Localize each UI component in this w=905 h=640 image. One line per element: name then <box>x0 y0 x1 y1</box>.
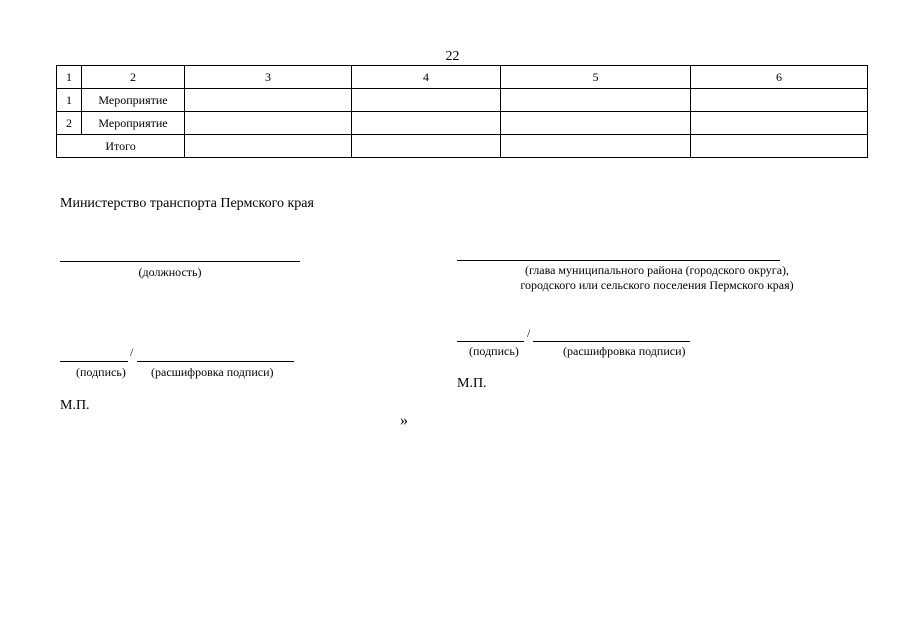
decoding-line <box>137 361 294 362</box>
table-cell <box>185 135 352 158</box>
position-line <box>60 261 300 262</box>
stamp-label: М.П. <box>60 398 90 413</box>
table-row <box>57 112 868 135</box>
row-number: 2 <box>57 112 82 135</box>
signature-caption: (подпись) <box>76 365 126 379</box>
table-header-row <box>57 66 868 89</box>
page-number: 22 <box>445 49 460 64</box>
total-label: Итого <box>57 135 185 158</box>
slash: / <box>527 326 531 340</box>
header-cell: 6 <box>691 66 868 89</box>
table-cell <box>501 112 691 135</box>
table-cell <box>185 89 352 112</box>
signature-line <box>457 341 524 342</box>
table-cell <box>501 89 691 112</box>
slash: / <box>130 345 134 359</box>
header-cell: 3 <box>185 66 352 89</box>
table-cell <box>501 135 691 158</box>
signature-line <box>60 361 128 362</box>
head-caption-line2: городского или сельского поселения Пермского края) <box>520 278 794 292</box>
header-cell: 4 <box>352 66 501 89</box>
decoding-caption: (расшифровка подписи) <box>563 344 686 358</box>
header-cell: 5 <box>501 66 691 89</box>
activities-table <box>56 65 868 158</box>
row-name: Мероприятие <box>82 112 185 135</box>
ministry-name: Министерство транспорта Пермского края <box>60 196 314 211</box>
table-cell <box>352 89 501 112</box>
stamp-label: М.П. <box>457 376 487 391</box>
table-cell <box>691 112 868 135</box>
decoding-line <box>533 341 690 342</box>
position-caption: (должность) <box>138 265 202 279</box>
head-line <box>457 260 780 261</box>
table-cell <box>691 135 868 158</box>
closing-quote: » <box>400 412 408 429</box>
table-cell <box>185 112 352 135</box>
table-row <box>57 89 868 112</box>
table-row-total <box>57 135 868 158</box>
table-cell <box>691 89 868 112</box>
header-cell: 1 <box>57 66 82 89</box>
table-cell <box>352 112 501 135</box>
decoding-caption: (расшифровка подписи) <box>151 365 274 379</box>
row-number: 1 <box>57 89 82 112</box>
table-cell <box>352 135 501 158</box>
row-name: Мероприятие <box>82 89 185 112</box>
head-caption-line1: (глава муниципального района (городского округа), <box>524 263 790 277</box>
header-cell: 2 <box>82 66 185 89</box>
signature-caption: (подпись) <box>469 344 519 358</box>
